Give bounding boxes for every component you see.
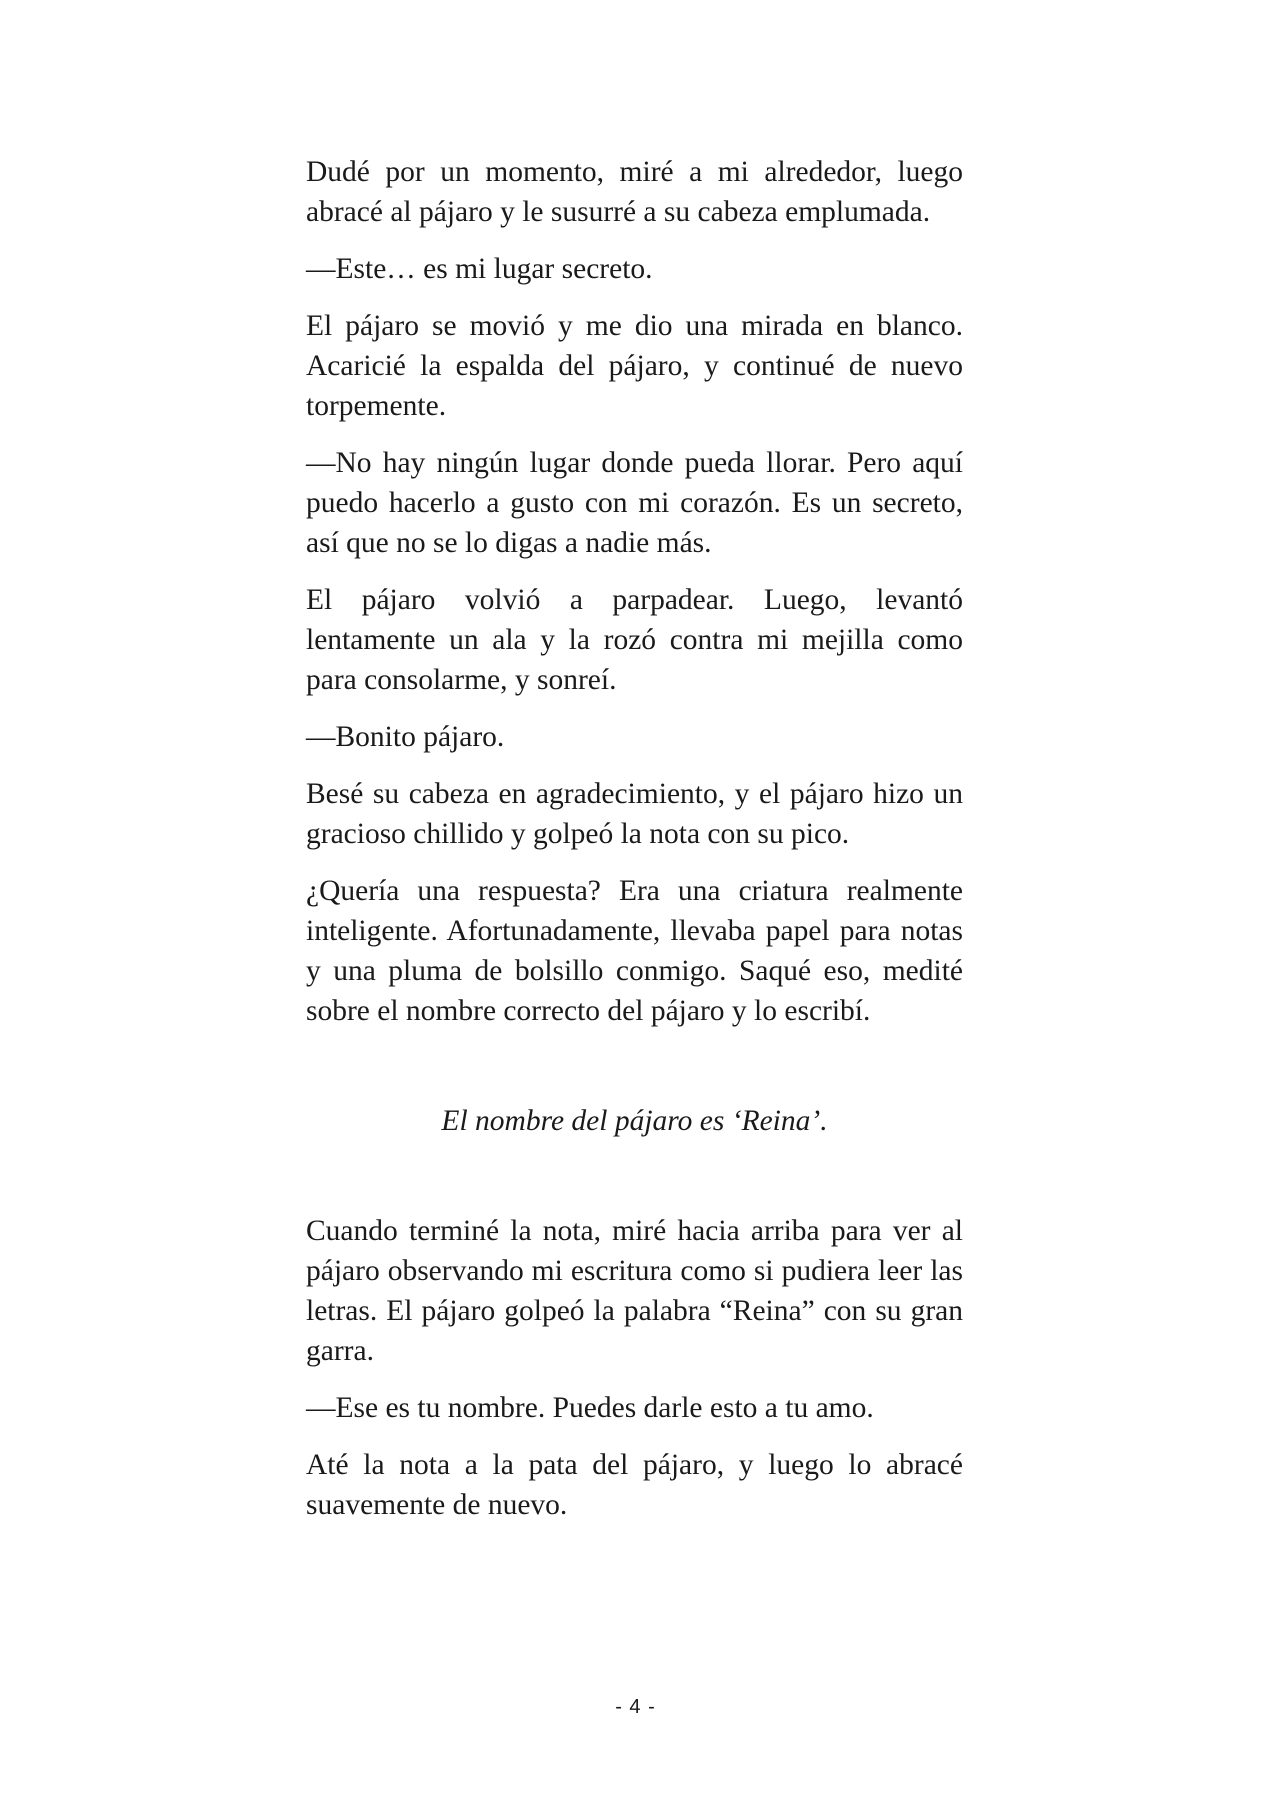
paragraph: Dudé por un momento, miré a mi alrededor, luego abracé al pájaro y le susurré a su cabeza emplumada. xyxy=(306,156,963,228)
paragraph: El pájaro se movió y me dio una mirada en blanco. Acaricié la espalda del pájaro, y continué de nuevo torpemente. xyxy=(306,310,963,422)
paragraph: Até la nota a la pata del pájaro, y luego lo abracé suavemente de nuevo. xyxy=(306,1449,963,1521)
paragraph: Besé su cabeza en agradecimiento, y el pájaro hizo un gracioso chillido y golpeó la nota con su pico. xyxy=(306,778,963,850)
dialogue-line: —Bonito pájaro. xyxy=(306,721,505,753)
body-text xyxy=(306,152,963,1542)
dialogue-line: —No hay ningún lugar donde pueda llorar. Pero aquí puedo hacerlo a gusto con mi corazón. Es un secreto, así que no se lo digas a nadie más. xyxy=(306,447,963,559)
italic-note: El nombre del pájaro es ‘Reina’. xyxy=(441,1105,828,1137)
paragraph: El pájaro volvió a parpadear. Luego, levantó lentamente un ala y la rozó contra mi mejilla como para consolarme, y sonreí. xyxy=(306,584,963,696)
dialogue-line: —Ese es tu nombre. Puedes darle esto a tu amo. xyxy=(306,1392,874,1424)
paragraph: Cuando terminé la nota, miré hacia arriba para ver al pájaro observando mi escritura como si pudiera leer las letras. El pájaro golpeó la palabra “Reina” con su gran garra. xyxy=(306,1215,963,1367)
dialogue-line: —Este… es mi lugar secreto. xyxy=(306,253,653,285)
paragraph: ¿Quería una respuesta? Era una criatura realmente inteligente. Afortunadamente, llevaba papel para notas y una pluma de bolsillo conmigo. Saqué eso, medité sobre el nombre correcto del pájaro y lo escribí. xyxy=(306,875,963,1027)
page-number: - 4 - xyxy=(615,1696,656,1718)
